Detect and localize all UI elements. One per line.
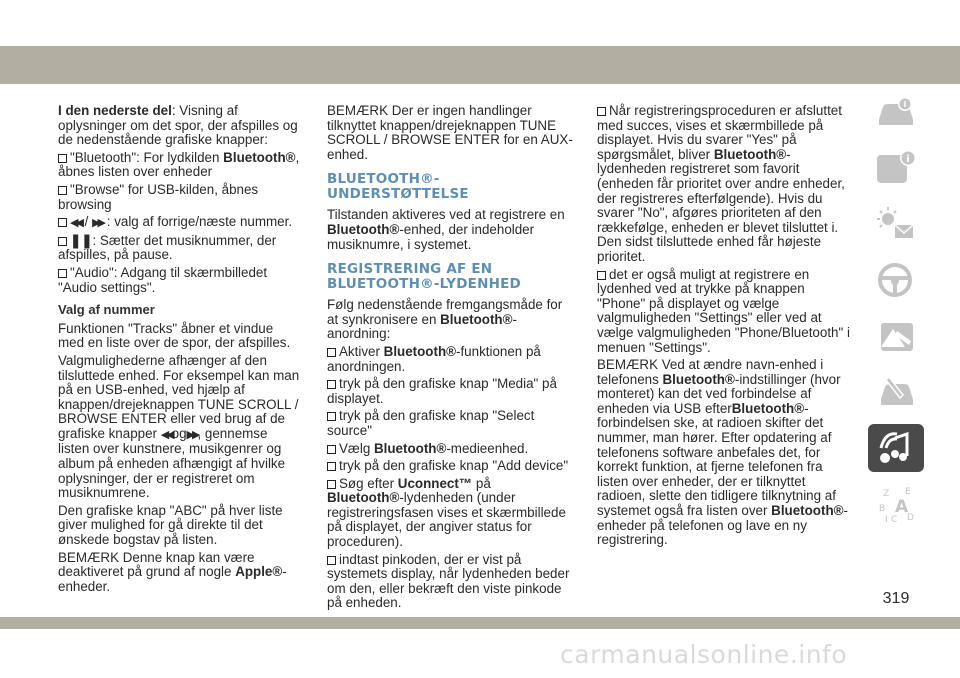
bold-text: Bluetooth® [440,311,513,327]
text: Når registreringsproceduren er afsluttet med succes, vises et skærmbillede på displayet. Hvis du svarer "Yes" på spørgsmålet, bliver [597,103,842,162]
pause-icon: ❚❚ [70,232,93,248]
bullet-audio [58,266,300,295]
intro-text: : Visning af oplysninger om det spor, der afspilles og de nedenstående grafiske knapper: [58,103,298,148]
bullet-text: "Browse" for USB-kilden, åbnes browsing [58,181,259,212]
bold-text: Bluetooth® [383,343,456,359]
index-letter: I [885,515,888,524]
text: Valgmulighederne afhænger af den tilsluttede enhed. For eksempel kan man på en USB-enhed, ved hjælp af knappen/drejeknappen TUNE SCROLL / BROWSE ENTER eller ved brug af de grafiske knapper [58,352,300,441]
bullet-browse [58,183,300,212]
bold-text: Bluetooth® [662,371,735,387]
svg-text:i: i [903,100,907,109]
text: BEMÆRK Ved at ændre navn-enhed i telefonens [597,357,824,387]
bullet-prev-next: ◀◀ / ▶▶ : valg af forrige/næste nummer. [58,215,300,231]
car-info-icon [875,95,917,129]
text: -indstillinger (hvor monteret) kan det ved forbindelse af enheden via USB efter [597,371,841,416]
text: Tilstanden aktiveres ved at registrere en [327,207,565,223]
paragraph [327,298,575,342]
note-paragraph [597,358,855,548]
text: tryk på den grafiske knap "Select source" [327,408,535,438]
tab-warning-lights[interactable] [872,144,920,192]
index-letter: Z [883,489,890,499]
svg-text:i: i [906,154,910,165]
index-letter: A [895,497,909,517]
tab-safety[interactable] [872,200,920,248]
step [327,409,575,438]
text: , gennemse listen over kunstnere, musikgenrer og album på enheden afhængigt af hvilke oplysninger, der er registreret om musiknumrene. [58,425,286,501]
intro-bold: I den nederste del [58,103,172,118]
bold-text: Bluetooth® [771,503,844,519]
text: Søg efter [339,475,398,491]
step [327,442,575,457]
text: -forbindelsen ske, at radioen skifter det nummer, man hører. Efter opdatering af telefonens software anbefales det, for korrekt funktion, at fjerne telefonen fra listen over enheder, der er tilknyttet radioen, slette den tidligere tilknytning af systemet også fra listen over [597,400,836,519]
tab-maintenance[interactable] [872,368,920,416]
bold-text: Uconnect™ [397,475,473,491]
checkbox-icon [58,154,67,163]
step [327,345,575,374]
text: tryk på den grafiske knap "Add device" [339,458,569,474]
steering-wheel-icon [875,261,917,299]
watermark: carmanualsonline.info [560,640,848,669]
step [327,459,575,474]
index-letter: E [905,487,911,497]
text: BEMÆRK Denne knap kan være deaktiveret på grund af nogle [58,549,255,580]
checkbox-icon [327,380,336,389]
checkbox-icon [327,462,336,471]
previous-icon: ◀◀ [70,217,81,230]
bullet-text: : valg af forrige/næste nummer. [106,214,293,230]
previous-icon: ◀◀ [160,428,172,441]
next-icon: ▶▶ [186,428,198,441]
paragraph: Funktionen "Tracks" åbner et vindue med en liste over de spor, der afspilles. [58,320,291,351]
text: på [472,475,491,491]
bold-text: Bluetooth® [373,440,447,456]
text: det er også muligt at registrere en lydenhed ved at trykke på knappen "Phone" på displayet og vælge valgmuligheden "Settings" eller ved at vælge valgmuligheden "Phone/Bluetooth" i menuen "Settings". [597,266,850,355]
index-letter: C [891,515,898,524]
bullet-text: : Sætter det musiknummer, der afspilles, på pause. [58,232,277,263]
text: -enhed, der indeholder musiknumre, i systemet. [327,221,535,252]
checkbox-icon [597,107,606,116]
text: Aktiver [339,343,384,359]
checkbox-icon [327,412,336,421]
section-heading: BLUETOOTH®-UNDERSTØTTELSE [327,171,469,203]
text: -enheder. [58,564,287,594]
bullet-pause [58,234,300,263]
warning-lights-icon [875,149,917,187]
text: -anordning: [327,311,517,342]
safety-icon [875,205,917,243]
text: Følg nedenstående fremgangsmåde for at synkronisere en [327,297,563,327]
text: Vælg [339,440,374,456]
chapter-sidebar [868,88,924,536]
text: -medieenhed. [446,440,529,456]
bold-text: Bluetooth® [327,221,400,237]
step [327,477,575,550]
text: -lydenheden (under registreringsfasen vises et skærmbillede på displayet, der angiver status for proceduren). [327,490,566,550]
subheading: Valg af nummer [58,302,155,318]
checkbox-icon [327,445,336,454]
tab-breakdown[interactable] [872,312,920,360]
bullet-text: "Audio": Adgang til skærmbilledet "Audio settings". [58,264,268,295]
step [327,553,575,611]
multimedia-icon [873,426,919,470]
intro-paragraph [58,104,300,148]
bold-text: Apple® [235,564,283,580]
text: tryk på den grafiske knap "Media" på displayet. [327,376,557,406]
checkbox-icon [327,556,336,565]
index-letter: B [879,504,886,514]
next-icon: ▶▶ [92,217,104,230]
paragraph [327,208,575,252]
page-number: 319 [882,590,910,607]
section-heading: REGISTRERING AF EN BLUETOOTH®-LYDENHED [327,261,521,293]
text: indtast pinkoden, der er vist på systemets display, når lydenheden beder om den, eller bekræft den viste pinkode på enheden. [327,551,570,611]
column-3 [597,104,855,551]
checkbox-icon [58,186,67,195]
bullet-bluetooth [58,151,300,180]
column-2 [327,104,575,614]
tab-car-info[interactable] [872,88,920,136]
bold-text: Bluetooth® [327,490,400,506]
bullet-bold: Bluetooth® [223,149,296,165]
paragraph [58,354,300,501]
text: -funktionen på anordningen. [327,343,541,374]
top-header-band [0,0,960,86]
paragraph [58,551,300,595]
maintenance-icon [875,373,917,411]
tab-index[interactable] [872,480,920,528]
checkbox-icon [58,237,67,246]
text: -lydenheden registreret som favorit (enheden får prioritet over andre enheder, der registreres efterfølgende). Hvis du svarer "No", afgøres prioriteten af den rækkefølge, enheden er blevet tilsluttet i. Den sidst tilsluttede enhed får højeste prioritet. [597,146,845,264]
paragraph: Den grafiske knap "ABC" på hver liste giver mulighed for gå direkte til det ønskede bogstav på listen. [58,502,283,548]
step [597,104,855,265]
checkbox-icon [597,271,606,280]
index-letter: D [907,513,914,523]
checkbox-icon [58,269,67,278]
checkbox-icon [327,480,336,489]
step [327,377,575,406]
footer-band [0,617,960,629]
bullet-text: "Bluetooth": For lydkilden [70,149,224,165]
step [597,268,855,356]
breakdown-icon [875,317,917,355]
column-1 [58,104,300,597]
tab-multimedia[interactable] [868,424,924,472]
bullet-text: , åbnes listen over enheder [58,149,300,180]
tab-steering[interactable] [872,256,920,304]
checkbox-icon [327,348,336,357]
note-paragraph: BEMÆRK Der er ingen handlinger tilknyttet knappen/drejeknappen TUNE SCROLL / BROWSE ENTER for en AUX-enhed. [327,103,573,162]
text: -enheder på telefonen og lave en ny registrering. [597,503,848,548]
index-icon [875,484,917,524]
bold-text: Bluetooth® [713,146,787,162]
text: og [171,425,187,441]
checkbox-icon [58,218,67,227]
bold-text: Bluetooth® [731,400,805,416]
header-stripe [0,46,960,84]
